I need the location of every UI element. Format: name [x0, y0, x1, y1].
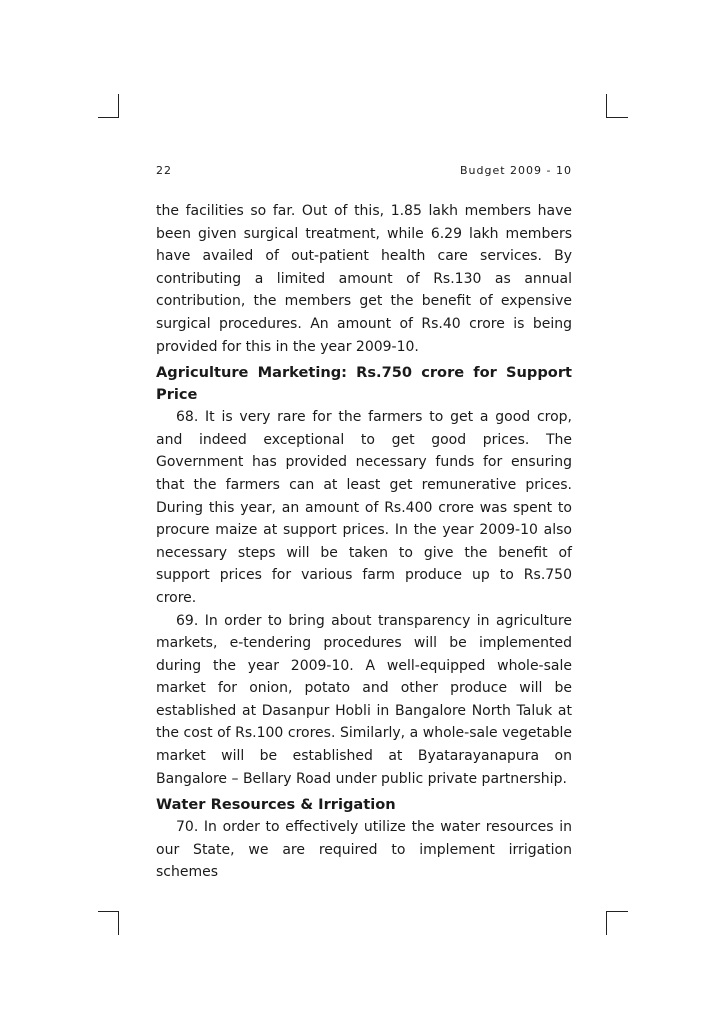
- document-body: [156, 200, 572, 884]
- section-heading: Agriculture Marketing: Rs.750 crore for Support Price: [156, 364, 572, 404]
- crop-mark-top-left: [98, 117, 119, 118]
- section-heading: Water Resources & Irrigation: [156, 796, 396, 814]
- running-title: Budget 2009 - 10: [459, 164, 572, 177]
- crop-mark-top-right: [606, 94, 607, 118]
- crop-mark-top-right: [606, 117, 628, 118]
- paragraph: 69. In order to bring about transparency in agriculture markets, e-tendering procedures will be implemented during the year 2009-10. A well-equipped whole-sale market for onion, potato and other produce will be established at Dasanpur Hobli in Bangalore North Taluk at the cost of Rs.100 crores. Similarly, a whole-sale vegetable market will be established at Byatarayanapura on Bangalore – Bellary Road under public private partnership.: [156, 612, 572, 787]
- crop-mark-top-left: [118, 94, 119, 118]
- crop-mark-bottom-right: [606, 911, 607, 935]
- paragraph: 68. It is very rare for the farmers to get a good crop, and indeed exceptional to get good prices. The Government has provided necessary funds for ensuring that the farmers can at least get remunerative prices. During this year, an amount of Rs.400 crore was spent to procure maize at support prices. In the year 2009-10 also necessary steps will be taken to give the benefit of support prices for various farm produce up to Rs.750 crore.: [156, 409, 572, 606]
- crop-mark-bottom-left: [118, 911, 119, 935]
- crop-mark-bottom-left: [98, 911, 119, 912]
- page-number: 22: [156, 164, 172, 177]
- crop-mark-bottom-right: [606, 911, 628, 912]
- paragraph: 70. In order to effectively utilize the water resources in our State, we are required to implement irrigation schemes: [156, 819, 572, 881]
- page-header: [156, 164, 572, 180]
- paragraph: the facilities so far. Out of this, 1.85 lakh members have been given surgical treatment, while 6.29 lakh members have availed of out-patient health care services. By contributing a limited amount of Rs.130 as annual contribution, the members get the benefit of expensive surgical procedures. An amount of Rs.40 crore is being provided for this in the year 2009-10.: [156, 203, 572, 355]
